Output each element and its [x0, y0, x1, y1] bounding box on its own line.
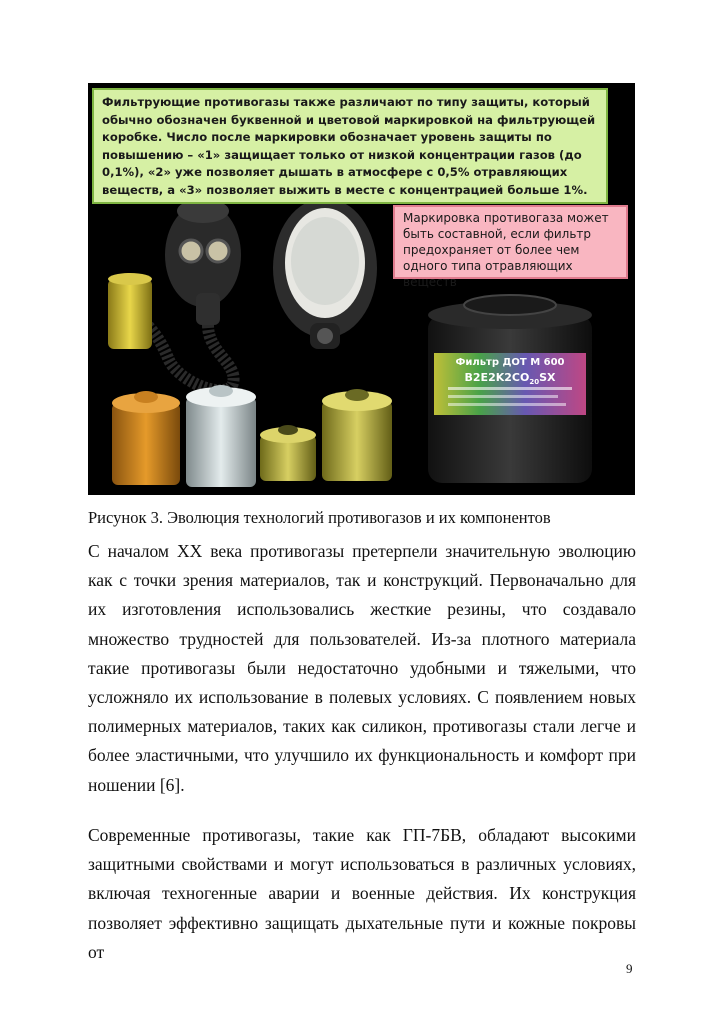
protection-type-note: Фильтрующие противогазы также различают по типу защиты, который обычно обозначен буквенной и цветовой маркировкой на фильтрующей коробке. Число после маркировки обозначает уровень защиты по повышению – «1» защищает только от низкой концентрации газов (до 0,1%), «2» уже позволяет дышать в атмосфере с 0,5% отравляющих веществ, а «3» позволяет выжить в месте с концентрацией больше 1%.	[92, 88, 608, 204]
composite-marking-note: Маркировка противогаза может быть составной, если фильтр предохраняет от более чем одного типа отравляющих веществ	[393, 205, 628, 279]
olive-canister-icon	[322, 389, 392, 481]
body-paragraph-1: С началом XX века противогазы претерпели значительную эволюцию как с точки зрения материалов, так и конструкций. Первоначально для их изготовления использовались жесткие резины, что создавало множество трудностей для пользователей. Из-за плотного материала такие противогазы были недостаточно удобными и тяжелыми, что усложняло их использование в полевых условиях. С появлением новых полимерных материалов, таких как силикон, противогазы стали легче и более эластичными, что улучшило их функциональность и комфорт при ношении [6].	[88, 541, 636, 795]
dot-m600-filter-icon	[428, 295, 592, 483]
panoramic-mask-icon	[273, 198, 377, 349]
page-number: 9	[626, 961, 633, 976]
filter-code	[465, 371, 556, 386]
figure-caption: Рисунок 3. Эволюция технологий противогазов и их компонентов	[88, 508, 551, 527]
small-canister-icon	[260, 425, 316, 481]
rubber-gas-mask-icon	[108, 199, 241, 390]
orange-canister-icon	[112, 391, 180, 485]
filter-code-subscript: 20	[529, 378, 540, 386]
filter-label: Фильтр ДОТ М 600	[455, 357, 565, 368]
filter-code-main: B2E2K2CO	[464, 371, 530, 384]
gray-canister-icon	[186, 385, 256, 487]
filter-code-suffix: SX	[539, 371, 556, 384]
figure-gas-masks	[88, 83, 635, 495]
body-paragraph-2: Современные противогазы, такие как ГП-7БВ, обладают высокими защитными свойствами и могут использоваться в различных условиях, включая техногенные аварии и военные действия. Их конструкция позволяет эффективно защищать дыхательные пути и кожные покровы от	[88, 825, 636, 962]
